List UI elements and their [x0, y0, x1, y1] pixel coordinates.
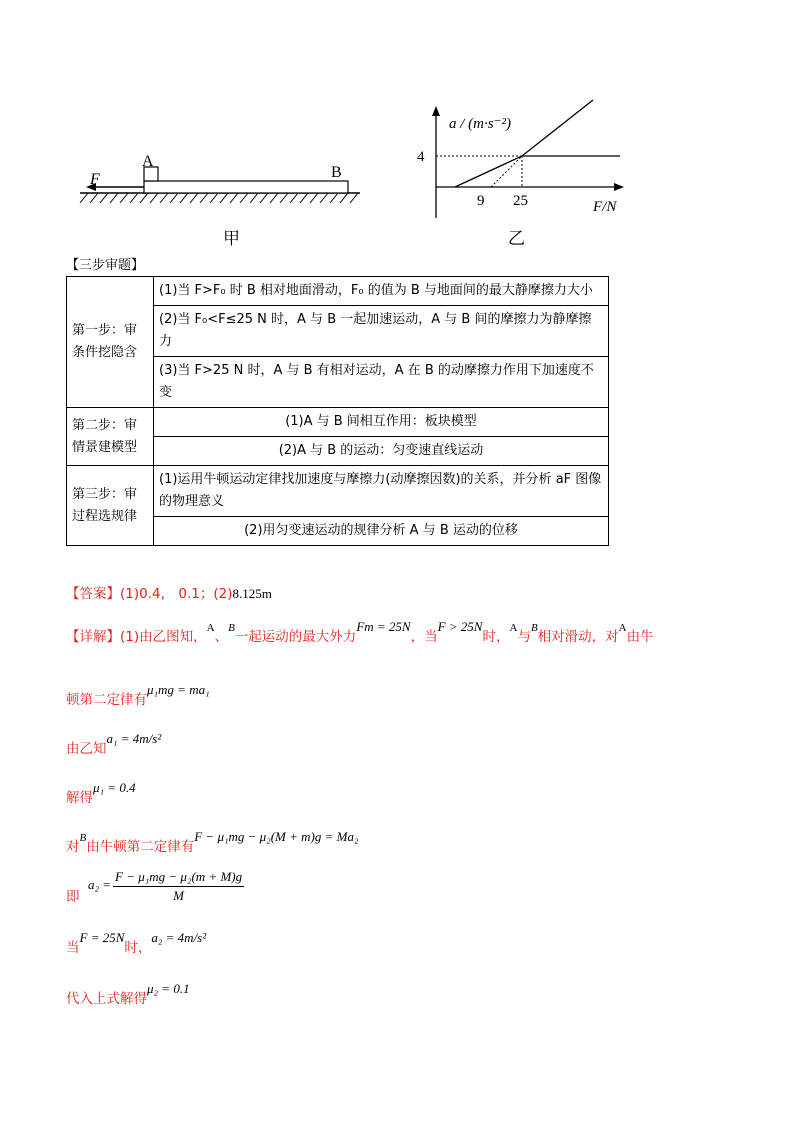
x-label: F/N: [593, 199, 617, 215]
detail-line-2: [66, 682, 210, 708]
detail-text: 相对滑动，对: [537, 629, 619, 645]
label-b: B: [331, 164, 342, 181]
detail-text: 时，: [124, 940, 152, 956]
section-title: 【三步审题】: [66, 258, 145, 273]
detail-text: ，当: [410, 629, 438, 645]
answer-label: 【答案】: [66, 586, 120, 602]
detail-text: 与: [517, 629, 531, 645]
var-a: A: [618, 622, 627, 634]
eq-a1: a₁ = 4m/s²: [106, 731, 162, 746]
eq-mu1: μ₁ = 0.4: [93, 780, 136, 795]
detail-text: 、: [214, 629, 229, 645]
fraction-numerator: F − μ₁mg − μ₂(m + M)g: [113, 868, 244, 887]
detail-line-1: [66, 619, 654, 645]
x-tick-25: 25: [513, 193, 528, 209]
answer-text: (1)0.4, 0.1；(2): [120, 586, 233, 602]
detail-text: (1)由乙图知，: [120, 629, 207, 645]
eq-newton-a: μ₁mg = ma₁: [147, 682, 210, 697]
step2-row-2: (2)A 与 B 的运动：匀变速直线运动: [154, 437, 609, 466]
eq-a2-lhs: a₂ =: [88, 877, 112, 892]
step3-row-1: (1)运用牛顿运动定律找加速度与摩擦力(动摩擦因数)的关系，并分析 aF 图像的物理意义: [154, 466, 609, 517]
eq-newton-b: F − μ₁mg − μ₂(M + m)g = Ma₂: [194, 829, 359, 844]
detail-line-8: [66, 981, 190, 1007]
eq-f-gt: F > 25N: [437, 619, 483, 634]
detail-text: 由乙知: [66, 741, 107, 757]
answer-value: 8.125m: [232, 586, 272, 601]
figure-yi: [415, 96, 635, 246]
detail-text: 由牛: [626, 629, 654, 645]
three-step-table: [66, 276, 609, 546]
eq-a2: a₂ = 4m/s²: [151, 930, 207, 945]
detail-text: 解得: [66, 790, 93, 806]
caption-yi: 乙: [508, 229, 525, 249]
detail-line-6: [66, 885, 80, 905]
detail-text: 顿第二定律有: [66, 692, 147, 708]
detail-text: 对: [66, 839, 80, 855]
step1-row-2: (2)当 F₀<F≤25 N 时，A 与 B 一起加速运动，A 与 B 间的摩擦力为静摩擦力: [154, 306, 609, 357]
label-f: F: [90, 171, 100, 188]
detail-line-5: [66, 829, 359, 855]
var-b: B: [228, 622, 235, 634]
caption-jia: 甲: [223, 229, 240, 249]
detail-line-7: [66, 930, 207, 956]
eq-mu2: μ₂ = 0.1: [147, 981, 190, 996]
board-b: [144, 181, 348, 193]
detail-text: 当: [66, 940, 80, 956]
eq-f25: F = 25N: [79, 930, 125, 945]
eq-fm: Fm = 25N: [356, 619, 411, 634]
label-a: A: [142, 153, 154, 170]
fraction-denominator: M: [173, 888, 184, 903]
step3-head: 第三步：审过程选规律: [67, 466, 154, 546]
table-row: [67, 408, 609, 437]
y-tick-4: 4: [417, 149, 425, 165]
detail-text: 即: [66, 889, 80, 905]
guide-extension: [491, 156, 522, 187]
table-row: [67, 277, 609, 306]
series-a-line: [455, 100, 593, 187]
x-tick-9: 9: [477, 193, 485, 209]
detail-text: 由牛顿第二定律有: [86, 839, 195, 855]
answer-line: [66, 582, 272, 602]
detail-text: 一起运动的最大外力: [234, 629, 357, 645]
step2-head: 第二步：审情景建模型: [67, 408, 154, 466]
step1-head: 第一步：审条件挖隐含: [67, 277, 154, 408]
detail-line-3: [66, 731, 162, 757]
var-b: B: [530, 622, 538, 634]
detail-text: 时，: [482, 629, 510, 645]
var-b: B: [79, 832, 87, 844]
detail-line-4: [66, 780, 136, 806]
figure-jia: [70, 150, 370, 245]
detail-label: 【详解】: [66, 629, 120, 645]
step1-row-1: (1)当 F>F₀ 时 B 相对地面滑动，F₀ 的值为 B 与地面间的最大静摩擦力大小: [154, 277, 609, 306]
table-row: [67, 466, 609, 517]
eq-a2-fraction: [113, 868, 244, 905]
step2-row-1: (1)A 与 B 间相互作用：板块模型: [154, 408, 609, 437]
step3-row-2: (2)用匀变速运动的规律分析 A 与 B 运动的位移: [154, 517, 609, 546]
var-a: A: [206, 622, 215, 634]
step1-row-3: (3)当 F>25 N 时，A 与 B 有相对运动，A 在 B 的动摩擦力作用下加速度不变: [154, 357, 609, 408]
y-label: a / (m·s⁻²): [449, 116, 511, 132]
detail-text: 代入上式解得: [66, 991, 147, 1007]
var-a: A: [509, 622, 518, 634]
